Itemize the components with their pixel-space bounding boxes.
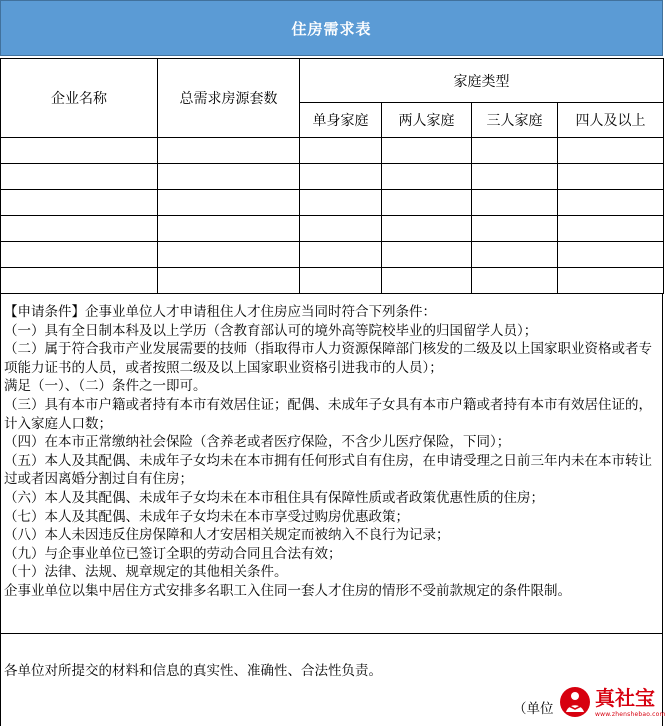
table-cell[interactable] xyxy=(472,164,558,190)
table-cell[interactable] xyxy=(558,164,664,190)
table-cell[interactable] xyxy=(382,216,472,242)
condition-item: （二）属于符合我市产业发展需要的技师（指取得市人力资源保障部门核发的二级及以上国家职业资格或者专项能力证书的人员，或者按照二级及以上国家职业资格引进我市的人员）； xyxy=(4,341,652,376)
header-company-name: 企业名称 xyxy=(1,59,158,138)
table-cell[interactable] xyxy=(300,138,382,164)
table-cell[interactable] xyxy=(558,242,664,268)
condition-item: （九）与企事业单位已签订全职的劳动合同且合法有效； xyxy=(4,545,342,562)
table-cell[interactable] xyxy=(382,268,472,294)
table-cell[interactable] xyxy=(158,216,300,242)
condition-item: （七）本人及其配偶、未成年子女均未在本市享受过购房优惠政策； xyxy=(4,508,409,525)
table-row xyxy=(1,190,664,216)
table-cell[interactable] xyxy=(300,190,382,216)
table-cell[interactable] xyxy=(300,268,382,294)
header-four-plus-family: 四人及以上 xyxy=(558,103,664,138)
condition-item: （三）具有本市户籍或者持有本市有效居住证；配偶、未成年子女具有本市户籍或者持有本市有效居住证的，计入家庭人口数； xyxy=(4,396,652,432)
watermark-logo xyxy=(557,684,665,724)
responsibility-statement: 各单位对所提交的材料和信息的真实性、准确性、合法性负责。 xyxy=(4,663,382,679)
table-cell[interactable] xyxy=(558,216,664,242)
table-cell[interactable] xyxy=(382,242,472,268)
table-cell[interactable] xyxy=(158,268,300,294)
housing-demand-table xyxy=(0,58,664,294)
table-cell[interactable] xyxy=(1,190,158,216)
table-cell[interactable] xyxy=(472,242,558,268)
condition-heading: 【申请条件】企事业单位人才申请租住人才住房应当同时符合下列条件： xyxy=(4,304,436,320)
table-cell[interactable] xyxy=(382,190,472,216)
table-cell[interactable] xyxy=(300,242,382,268)
table-cell[interactable] xyxy=(1,268,158,294)
condition-item: （十）法律、法规、规章规定的其他相关条件。 xyxy=(4,564,288,581)
table-cell[interactable] xyxy=(158,138,300,164)
header-three-person-family: 三人家庭 xyxy=(472,103,558,138)
table-row xyxy=(1,164,664,190)
unit-stamp-label: （单位 xyxy=(513,701,554,717)
table-cell[interactable] xyxy=(1,138,158,164)
condition-item: （五）本人及其配偶、未成年子女均未在本市拥有任何形式自有住房，在申请受理之日前三年内未在本市转让过或者因离婚分割过自有住房； xyxy=(4,452,652,488)
table-cell[interactable] xyxy=(158,190,300,216)
table-cell[interactable] xyxy=(158,164,300,190)
table-cell[interactable] xyxy=(300,216,382,242)
condition-item: （八）本人未因违反住房保障和人才安居相关规定而被纳入不良行为记录； xyxy=(4,527,450,544)
table-row xyxy=(1,268,664,294)
header-family-type: 家庭类型 xyxy=(300,59,664,103)
header-two-person-family: 两人家庭 xyxy=(382,103,472,138)
table-cell[interactable] xyxy=(1,164,158,190)
table-cell[interactable] xyxy=(472,216,558,242)
condition-note: 满足（一）、（二）条件之一即可。 xyxy=(4,378,207,395)
table-cell[interactable] xyxy=(382,138,472,164)
form-title-bar xyxy=(0,0,663,56)
table-cell[interactable] xyxy=(558,268,664,294)
table-cell[interactable] xyxy=(158,242,300,268)
table-row xyxy=(1,138,664,164)
table-row xyxy=(1,216,664,242)
condition-item: （六）本人及其配偶、未成年子女均未在本市租住具有保障性质或者政策优惠性质的住房； xyxy=(4,489,544,506)
table-cell[interactable] xyxy=(472,190,558,216)
header-total-units: 总需求房源套数 xyxy=(158,59,300,138)
table-cell[interactable] xyxy=(1,216,158,242)
condition-item: （四）在本市正常缴纳社会保险（含养老或者医疗保险，不含少儿医疗保险，下同）； xyxy=(4,434,511,451)
table-cell[interactable] xyxy=(558,138,664,164)
watermark-site: www.zhenshebao.com xyxy=(595,711,666,718)
table-cell[interactable] xyxy=(472,138,558,164)
watermark-brand: 真社宝 xyxy=(595,686,655,710)
table-cell[interactable] xyxy=(1,242,158,268)
application-conditions xyxy=(0,294,663,634)
table-cell[interactable] xyxy=(472,268,558,294)
form-title: 住房需求表 xyxy=(291,19,372,38)
condition-exception: 企事业单位以集中居住方式安排多名职工入住同一套人才住房的情形不受前款规定的条件限制。 xyxy=(4,582,571,599)
condition-item: （一）具有全日制本科及以上学历（含教育部认可的境外高等院校毕业的归国留学人员）； xyxy=(4,322,538,339)
table-row xyxy=(1,242,664,268)
table-cell[interactable] xyxy=(382,164,472,190)
person-emblem-icon xyxy=(559,686,591,718)
table-cell[interactable] xyxy=(558,190,664,216)
header-single-family: 单身家庭 xyxy=(300,103,382,138)
table-cell[interactable] xyxy=(300,164,382,190)
